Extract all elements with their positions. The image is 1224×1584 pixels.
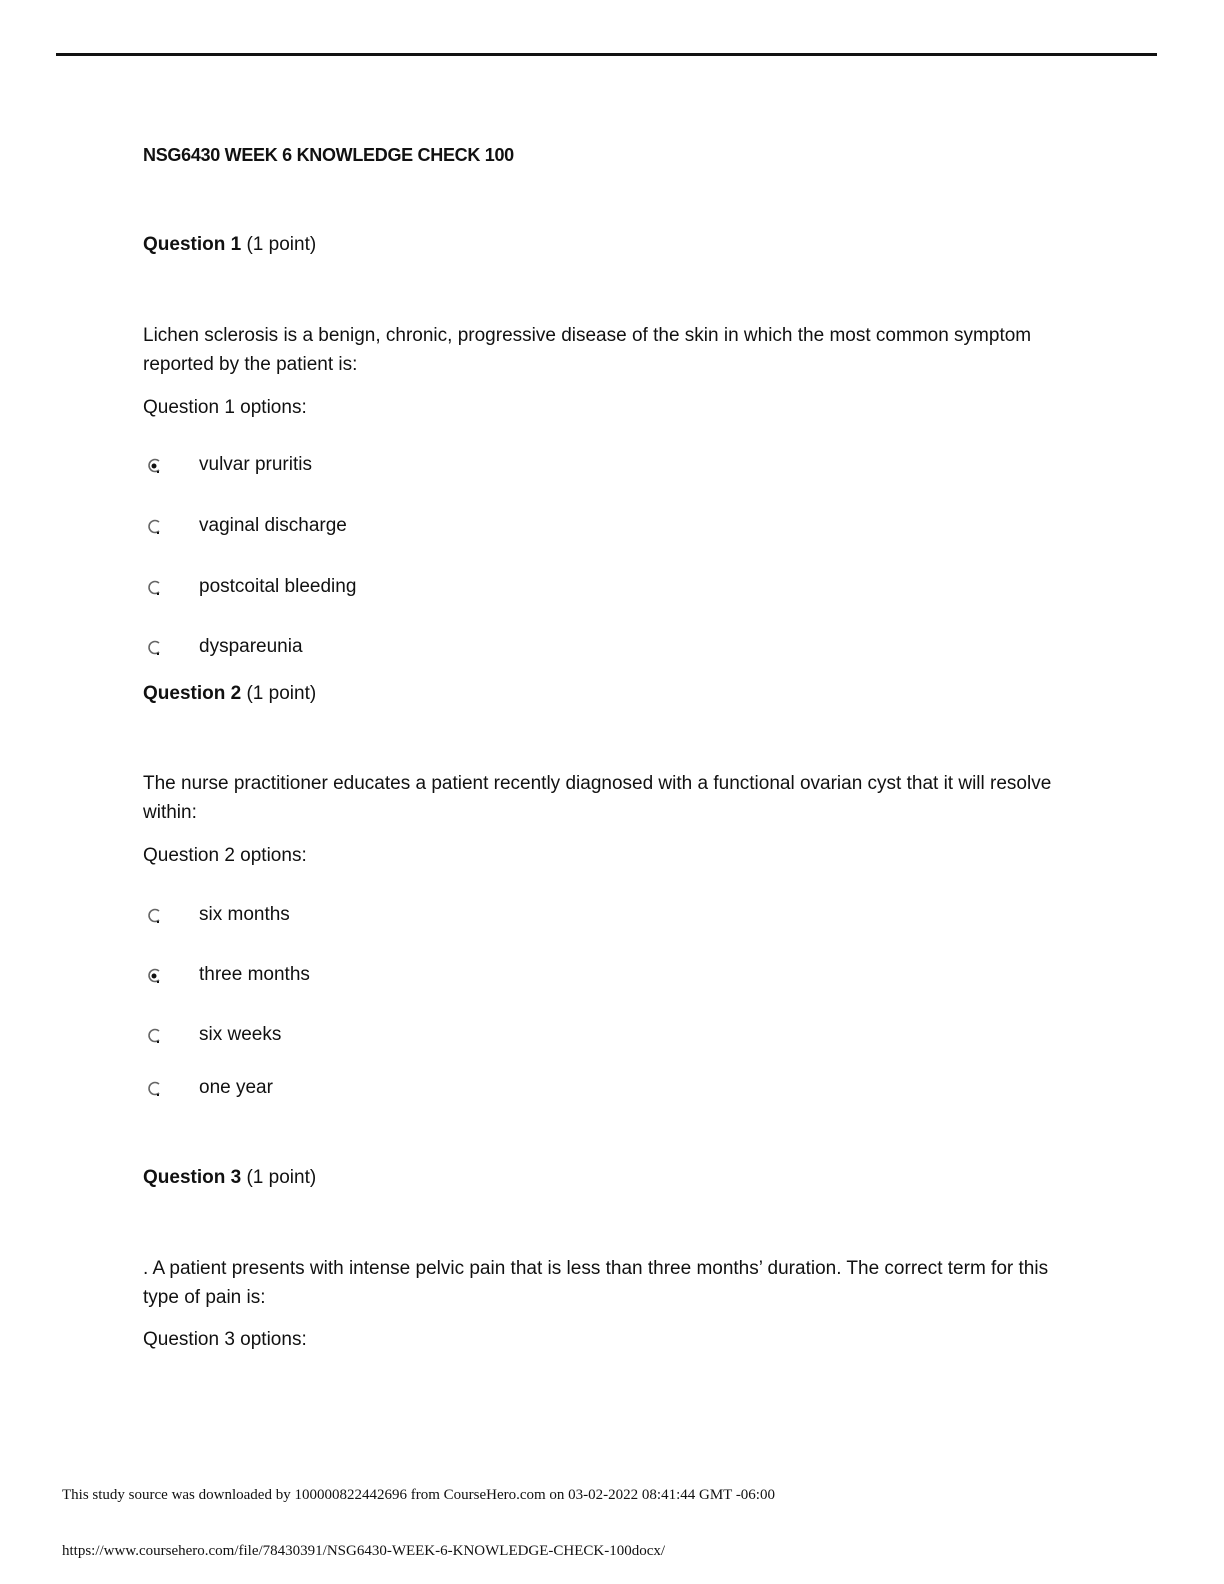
radio-unselected-icon[interactable] (146, 908, 161, 923)
question-2-heading (143, 683, 316, 705)
question-2-option-4-label: one year (199, 1077, 273, 1098)
question-2-option-2-label: three months (199, 964, 310, 985)
question-1-option-4-label: dyspareunia (199, 636, 303, 657)
question-1-label: Question 1 (143, 234, 242, 255)
question-2-options-label: Question 2 options: (143, 845, 307, 866)
question-1-option-2-label: vaginal discharge (199, 515, 347, 536)
radio-unselected-icon[interactable] (146, 519, 161, 534)
question-2-option-3-label: six weeks (199, 1024, 282, 1045)
header-rule (56, 53, 1157, 56)
question-2-text: The nurse practitioner educates a patient recently diagnosed with a functional ovarian cyst that it will resolve within: (143, 773, 1052, 823)
question-1-text: Lichen sclerosis is a benign, chronic, progressive disease of the skin in which the most common symptom reported by the patient is: (143, 325, 1032, 375)
question-2-option-1[interactable] (146, 900, 290, 930)
question-1-option-3-label: postcoital bleeding (199, 576, 357, 597)
question-1-options-label: Question 1 options: (143, 397, 307, 418)
question-1-option-1-label: vulvar pruritis (199, 454, 312, 475)
question-2-points: (1 point) (246, 683, 317, 704)
question-3-label: Question 3 (143, 1167, 242, 1188)
question-2-option-2[interactable] (146, 960, 310, 990)
question-3-heading (143, 1167, 316, 1189)
radio-unselected-icon[interactable] (146, 580, 161, 595)
radio-selected-icon[interactable] (146, 968, 161, 983)
radio-unselected-icon[interactable] (146, 1028, 161, 1043)
question-1-heading (143, 234, 316, 256)
source-footer-note: This study source was downloaded by 100000822442696 from CourseHero.com on 03-02-2022 08:41:44 GMT -06:00 (62, 1487, 775, 1503)
question-3-points: (1 point) (246, 1167, 317, 1188)
source-footer-url[interactable]: https://www.coursehero.com/file/78430391/NSG6430-WEEK-6-KNOWLEDGE-CHECK-100docx/ (62, 1543, 666, 1559)
document-title: NSG6430 WEEK 6 KNOWLEDGE CHECK 100 (143, 145, 514, 165)
radio-selected-icon[interactable] (146, 458, 161, 473)
question-3-text: . A patient presents with intense pelvic pain that is less than three months’ duration. The correct term for this type of pain is: (143, 1258, 1049, 1308)
question-2-option-4[interactable] (146, 1073, 273, 1103)
question-1-option-1[interactable] (146, 450, 312, 480)
question-1-option-4[interactable] (146, 632, 303, 662)
question-1-option-2[interactable] (146, 511, 347, 541)
question-1-points: (1 point) (246, 234, 317, 255)
question-2-option-1-label: six months (199, 904, 290, 925)
question-1-option-3[interactable] (146, 572, 356, 602)
question-3-options-label: Question 3 options: (143, 1329, 307, 1350)
radio-unselected-icon[interactable] (146, 640, 161, 655)
radio-unselected-icon[interactable] (146, 1081, 161, 1096)
question-2-label: Question 2 (143, 683, 242, 704)
question-2-option-3[interactable] (146, 1020, 281, 1050)
